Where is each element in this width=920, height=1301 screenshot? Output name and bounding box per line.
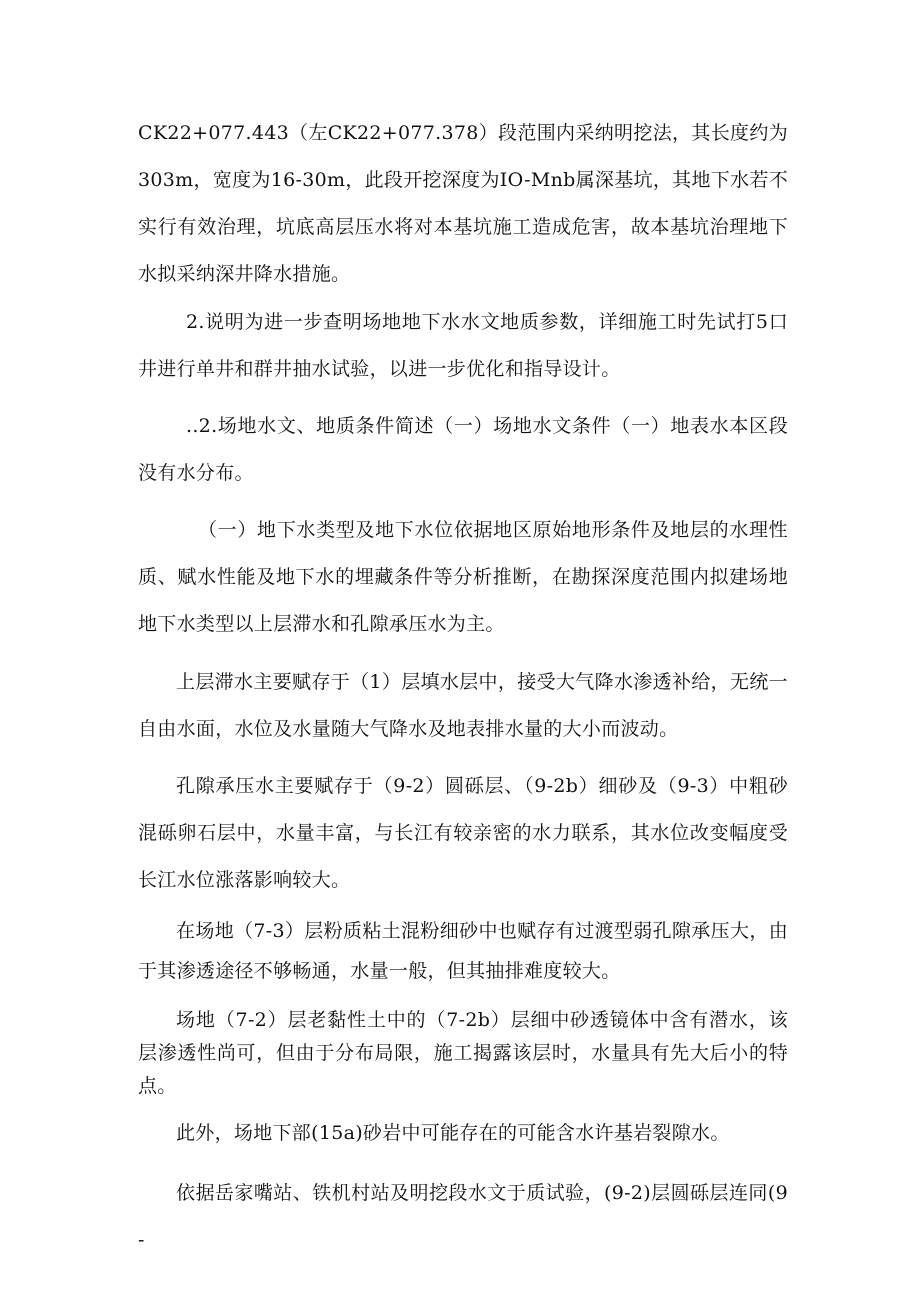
paragraph-3: ..2.场地水文、地质条件简述（一）场地水文条件（一）地表水本区段没有水分布。 [138, 415, 788, 484]
paragraph-7: 在场地（7-3）层粉质粘土混粉细砂中也赋存有过渡型弱孔隙承压大，由于其渗透途径不够畅通，水量一般，但其抽排难度较大。 [138, 920, 788, 982]
paragraph-9: 此外，场地下部(15a)砂岩中可能存在的可能含水许基岩裂隙水。 [176, 1122, 730, 1144]
paragraph-8: 场地（7-2）层老黏性土中的（7-2b）层细中砂透镜体中含有潜水，该层渗透性尚可，但由于分布局限，施工揭露该层时，水量具有先大后小的特点。 [138, 1009, 788, 1097]
paragraph-10: 依据岳家嘴站、铁机村站及明挖段水文于质试验，(9-2)层圆砾层连同(9- [138, 1182, 788, 1251]
paragraph-6: 孔隙承压水主要赋存于（9-2）圆砾层、（9-2b）细砂及（9-3）中粗砂混砾卵石层中，水量丰富，与长江有较亲密的水力联系，其水位改变幅度受长江水位涨落影响较大。 [138, 775, 788, 891]
paragraph-2: 2.说明为进一步查明场地地下水水文地质参数，详细施工时先试打5口井进行单井和群井抽水试验，以进一步优化和指导设计。 [138, 311, 788, 380]
paragraph-4: （一）地下水类型及地下水位依据地区原始地形条件及地层的水理性质、赋水性能及地下水的埋藏条件等分析推断，在勘探深度范围内拟建场地地下水类型以上层滞水和孔隙承压水为主。 [138, 519, 788, 635]
paragraph-1: CK22+077.443（左CK22+077.378）段范围内采纳明挖法，其长度约为303m，宽度为16-30m，此段开挖深度为IO-Mnb属深基坑，其地下水若不实行有效治理，坑底高层压水将对本基坑施工造成危害，故本基坑治理地下水拟采纳深井降水措施。 [138, 122, 788, 285]
paragraph-5: 上层滞水主要赋存于（1）层填水层中，接受大气降水渗透补给，无统一自由水面，水位及水量随大气降水及地表排水量的大小而波动。 [138, 671, 788, 740]
